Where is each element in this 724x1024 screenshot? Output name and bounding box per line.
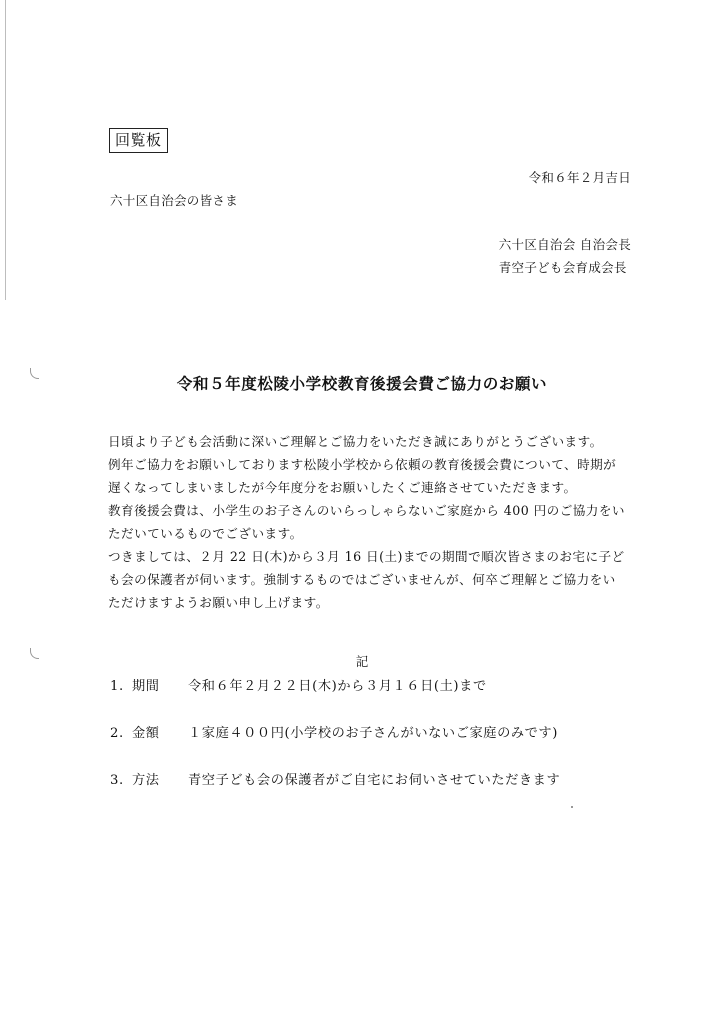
scan-edge-line	[5, 0, 6, 300]
body-paragraph-4: つきましては、２月 22 日(木)から３月 16 日(土)までの期間で順次皆さまのお宅に子ども会の保護者が伺います。強制するものではございませんが、何卒ご理解とご協力をいただけますようお願い申し上げます。	[108, 549, 625, 610]
detail-item-amount	[110, 722, 560, 746]
detail-text: １家庭４００円(小学校のお子さんがいないご家庭のみです)	[188, 726, 558, 741]
detail-number: 2.	[110, 726, 124, 741]
detail-item-method	[110, 769, 560, 793]
circular-stamp-label: 回覧板	[115, 131, 162, 149]
sender-block	[499, 233, 631, 279]
body-paragraph-2: 例年ご協力をお願いしております松陵小学校から依頼の教育後援会費について、時期が遅くなってしまいましたが今年度分をお願いしたくご連絡させていただきます。	[108, 457, 617, 495]
body-paragraph-1: 日頃より子ども会活動に深いご理解とご協力をいただき誠にありがとうございます。	[108, 434, 603, 449]
sender-line-2: 青空子ども会育成会長	[498, 260, 627, 275]
recipient: 六十区自治会の皆さま	[110, 193, 239, 208]
circular-stamp-box	[109, 128, 168, 153]
document-title: 令和５年度松陵小学校教育後援会費ご協力のお願い	[176, 374, 548, 393]
detail-number: 3.	[110, 773, 124, 788]
notes-heading: 記	[355, 654, 369, 669]
detail-text: 令和６年２月２２日(木)から３月１６日(土)まで	[188, 679, 487, 694]
detail-label: 期間	[132, 679, 160, 694]
sender-line-1: 六十区自治会 自治会長	[498, 237, 631, 252]
detail-label: 金額	[132, 726, 160, 741]
detail-item-period	[110, 675, 560, 699]
body-paragraph-3: 教育後援会費は、小学生のお子さんのいらっしゃらないご家庭から 400 円のご協力をいただいているものでございます。	[108, 503, 625, 541]
details-list	[110, 675, 560, 793]
issue-date: 令和６年２月吉日	[528, 170, 631, 185]
detail-number: 1.	[110, 679, 124, 694]
scan-dot	[571, 806, 573, 808]
detail-label: 方法	[132, 773, 160, 788]
detail-text: 青空子ども会の保護者がご自宅にお伺いさせていただきます	[188, 773, 561, 788]
body-text	[108, 430, 628, 614]
